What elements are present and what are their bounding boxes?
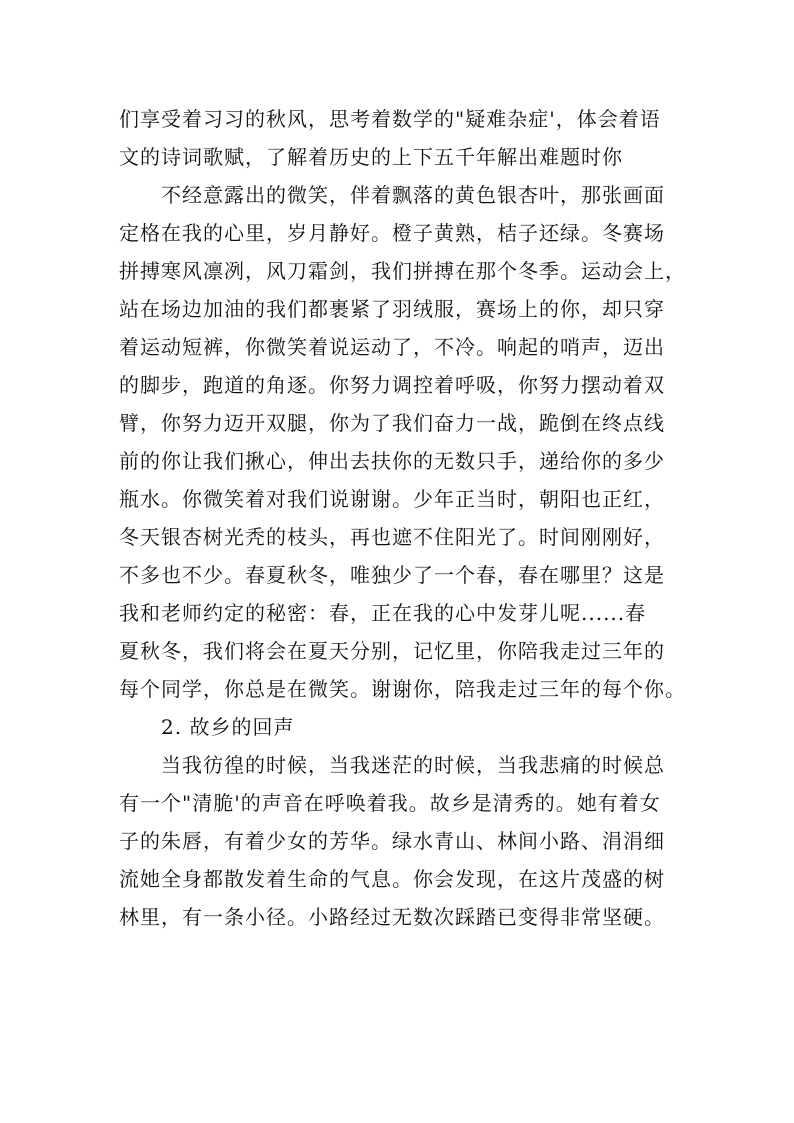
paragraph-line: 冬天银杏树光秃的枝头，再也遮不住阳光了。时间刚刚好， [119, 525, 665, 549]
paragraph-line: 我和老师约定的秘密：春，正在我的心中发芽儿呢......春 [119, 601, 647, 625]
section-heading: 2. 故乡的回声 [161, 715, 295, 739]
paragraph-line: 当我彷徨的时候，当我迷茫的时候，当我悲痛的时候总 [161, 753, 665, 777]
paragraph-line: 瓶水。你微笑着对我们说谢谢。少年正当时，朝阳也正红， [119, 487, 665, 511]
paragraph-line: 前的你让我们揪心，伸出去扶你的无数只手，递给你的多少 [119, 449, 665, 473]
paragraph-line: 每个同学，你总是在微笑。谢谢你，陪我走过三年的每个你。 [119, 677, 686, 701]
paragraph-line: 子的朱唇，有着少女的芳华。绿水青山、林间小路、涓涓细 [119, 829, 665, 853]
paragraph-line: 的脚步，跑道的角逐。你努力调控着呼吸，你努力摆动着双 [119, 373, 665, 397]
paragraph-line: 流她全身都散发着生命的气息。你会发现，在这片茂盛的树 [119, 867, 665, 891]
paragraph-line: 有一个"清脆'的声音在呼唤着我。故乡是清秀的。她有着女 [119, 791, 661, 815]
paragraph-line: 们享受着习习的秋风，思考着数学的"疑难杂症'，体会着语 [119, 107, 661, 131]
paragraph-line: 着运动短裤，你微笑着说运动了，不冷。响起的哨声，迈出 [119, 335, 665, 359]
paragraph-line: 臂，你努力迈开双腿，你为了我们奋力一战，跪倒在终点线 [119, 411, 665, 435]
paragraph-line: 夏秋冬，我们将会在夏天分别，记忆里，你陪我走过三年的 [119, 639, 665, 663]
paragraph-line: 林里，有一条小径。小路经过无数次踩踏已变得非常坚硬。 [119, 905, 665, 929]
paragraph-line: 不多也不少。春夏秋冬，唯独少了一个春，春在哪里？这是 [119, 563, 665, 587]
paragraph-line: 定格在我的心里，岁月静好。橙子黄熟，桔子还绿。冬赛场 [119, 221, 665, 245]
paragraph-line: 文的诗词歌赋，了解着历史的上下五千年解出难题时你 [119, 145, 623, 169]
paragraph-line: 拼搏寒风凛冽，风刀霜剑，我们拼搏在那个冬季。运动会上， [119, 259, 686, 283]
paragraph-line: 站在场边加油的我们都裹紧了羽绒服，赛场上的你，却只穿 [119, 297, 665, 321]
document-body [119, 100, 686, 936]
paragraph-line: 不经意露出的微笑，伴着飘落的黄色银杏叶，那张画面 [161, 183, 665, 207]
